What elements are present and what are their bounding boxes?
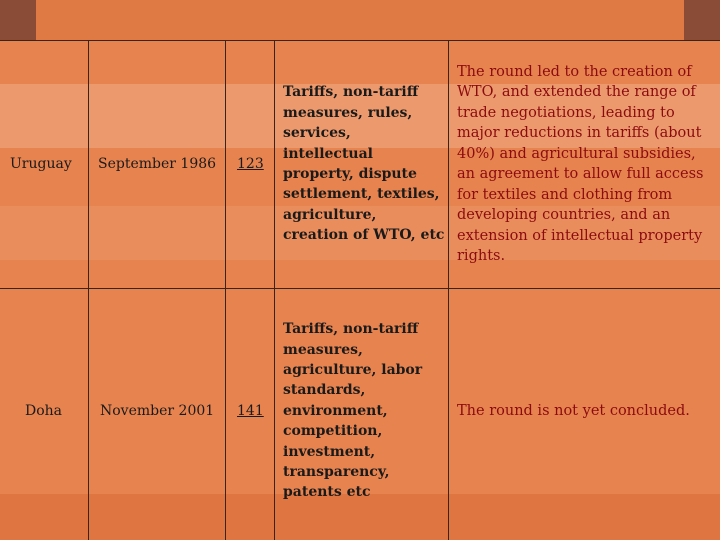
round-outcome: The round is not yet concluded. xyxy=(457,402,690,419)
country-count: 141 xyxy=(237,403,264,419)
column-divider-2 xyxy=(225,40,226,540)
start-date: September 1986 xyxy=(98,156,217,172)
start-date: November 2001 xyxy=(100,403,215,419)
background-band-top xyxy=(0,0,720,40)
round-outcome: The round led to the creation of WTO, and extended the range of trade negotiations, leading to major reductions in tariffs (about 40%) and agricultural subsidies, an agreement to allow full access for textiles and clothing from developing countries, and an extension of intellectual property rights. xyxy=(457,63,704,264)
subjects-covered: Tariffs, non-tariff measures, rules, services, intellectual property, dispute settlement, textiles, agriculture, creation of WTO, etc xyxy=(283,84,445,244)
subjects-covered: Tariffs, non-tariff measures, agriculture, labor standards, environment, competition, investment, transparency, patents etc xyxy=(283,321,423,501)
column-divider-4 xyxy=(448,40,449,540)
corner-block-left xyxy=(0,0,36,40)
corner-block-right xyxy=(684,0,720,40)
column-divider-1 xyxy=(88,40,89,540)
column-divider-3 xyxy=(274,40,275,540)
country-count: 123 xyxy=(237,156,264,172)
round-name: Uruguay xyxy=(10,156,72,172)
round-name: Doha xyxy=(25,403,63,419)
